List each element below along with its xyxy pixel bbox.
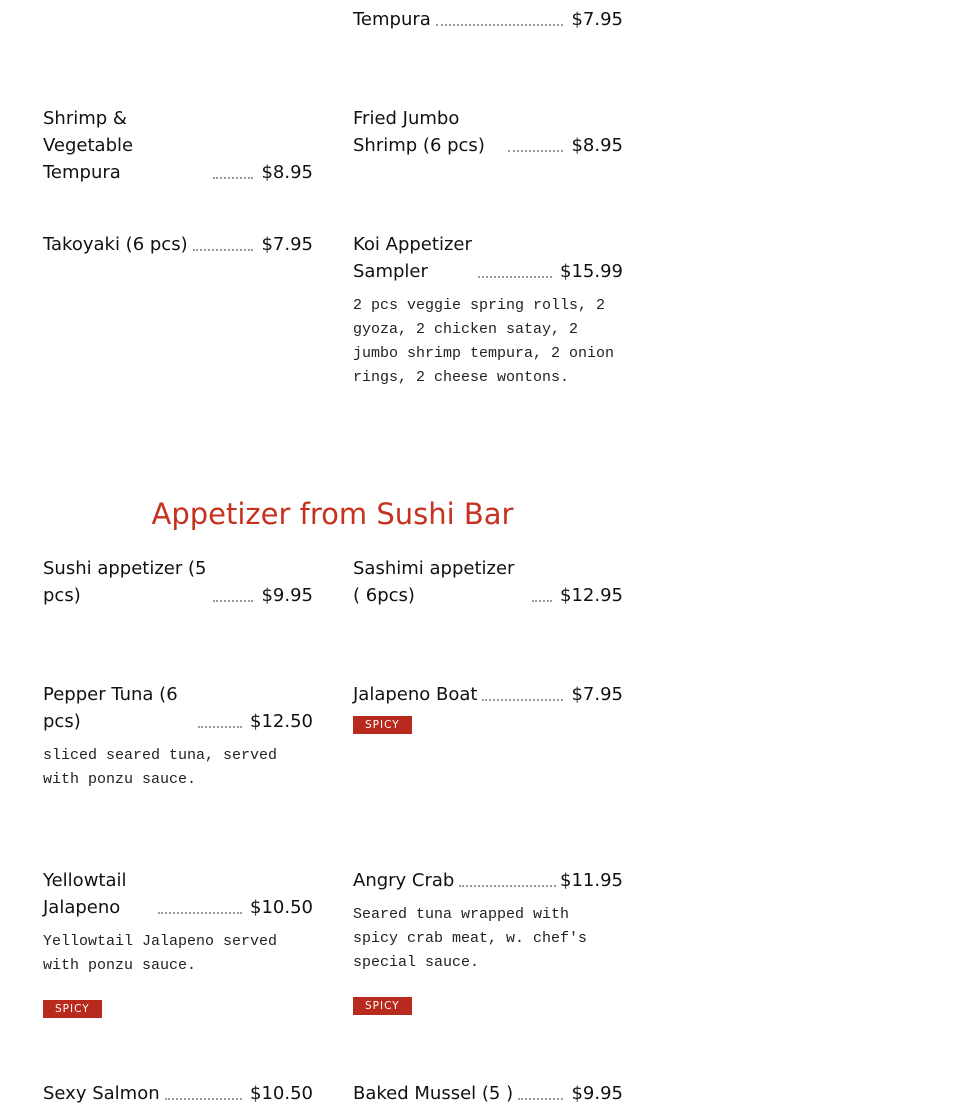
menu-item-yellowtail-jalapeno — [43, 867, 313, 1018]
item-name: Baked Mussel (5 ) — [353, 1083, 514, 1104]
item-price: $11.95 — [560, 870, 623, 891]
menu-item-baked-mussel — [353, 1080, 623, 1107]
item-name: Tempura — [353, 9, 431, 30]
item-description: Seared tuna wrapped with spicy crab meat, w. chef's special sauce. — [353, 906, 588, 971]
menu-item-koi-sampler — [353, 231, 623, 390]
menu-item-takoyaki — [43, 231, 313, 258]
leader-dots — [158, 912, 242, 914]
menu-item-sashimi-appetizer — [353, 555, 623, 609]
menu-item-pepper-tuna — [43, 681, 313, 792]
spicy-badge: SPICY — [353, 716, 412, 734]
item-price: $9.95 — [571, 1083, 623, 1104]
item-name: Shrimp & Vegetable Tempura — [43, 108, 134, 183]
item-price: $9.95 — [261, 585, 313, 606]
leader-dots — [193, 249, 254, 251]
item-description: sliced seared tuna, served with ponzu sauce. — [43, 747, 278, 788]
leader-dots — [436, 24, 564, 26]
item-name: Takoyaki (6 pcs) — [43, 234, 188, 255]
item-name: Sexy Salmon — [43, 1083, 160, 1104]
item-name: Jalapeno Boat — [353, 684, 478, 705]
menu-item-fried-jumbo-shrimp — [353, 105, 623, 159]
item-price: $7.95 — [261, 234, 313, 255]
menu-item-sushi-appetizer — [43, 555, 313, 609]
leader-dots — [508, 150, 563, 152]
item-name: Sashimi appetizer ( 6pcs) — [353, 558, 515, 606]
item-price: $7.95 — [571, 684, 623, 705]
menu-item-tempura-top — [353, 6, 623, 33]
item-name: Koi Appetizer Sampler — [353, 234, 472, 282]
item-price: $12.95 — [560, 585, 623, 606]
leader-dots — [165, 1098, 242, 1100]
leader-dots — [459, 885, 556, 887]
menu-item-shrimp-veg-tempura — [43, 105, 313, 186]
item-description: Yellowtail Jalapeno served with ponzu sauce. — [43, 933, 278, 974]
section-title-sushi-bar: Appetizer from Sushi Bar — [151, 497, 514, 531]
item-price: $15.99 — [560, 261, 623, 282]
menu-item-angry-crab — [353, 867, 623, 1015]
item-description: 2 pcs veggie spring rolls, 2 gyoza, 2 chicken satay, 2 jumbo shrimp tempura, 2 onion rings, 2 cheese wontons. — [353, 297, 615, 386]
leader-dots — [532, 600, 552, 602]
leader-dots — [478, 276, 552, 278]
menu-item-jalapeno-boat — [353, 681, 623, 734]
leader-dots — [213, 177, 253, 179]
spicy-badge: SPICY — [43, 1000, 102, 1018]
item-price: $10.50 — [250, 897, 313, 918]
item-price: $7.95 — [571, 9, 623, 30]
item-name: Angry Crab — [353, 870, 455, 891]
item-name: Sushi appetizer (5 pcs) — [43, 558, 207, 606]
item-name: Pepper Tuna (6 pcs) — [43, 684, 178, 732]
spicy-badge: SPICY — [353, 997, 412, 1015]
item-price: $8.95 — [261, 162, 313, 183]
leader-dots — [518, 1098, 563, 1100]
item-name: Yellowtail Jalapeno — [43, 870, 127, 918]
item-price: $10.50 — [250, 1083, 313, 1104]
menu-item-sexy-salmon — [43, 1080, 313, 1107]
leader-dots — [482, 699, 563, 701]
menu-item-partial-top-left — [43, 0, 313, 10]
item-price: $12.50 — [250, 711, 313, 732]
item-price: $8.95 — [571, 135, 623, 156]
leader-dots — [198, 726, 242, 728]
item-name: Fried Jumbo Shrimp (6 pcs) — [353, 108, 485, 156]
leader-dots — [213, 600, 253, 602]
